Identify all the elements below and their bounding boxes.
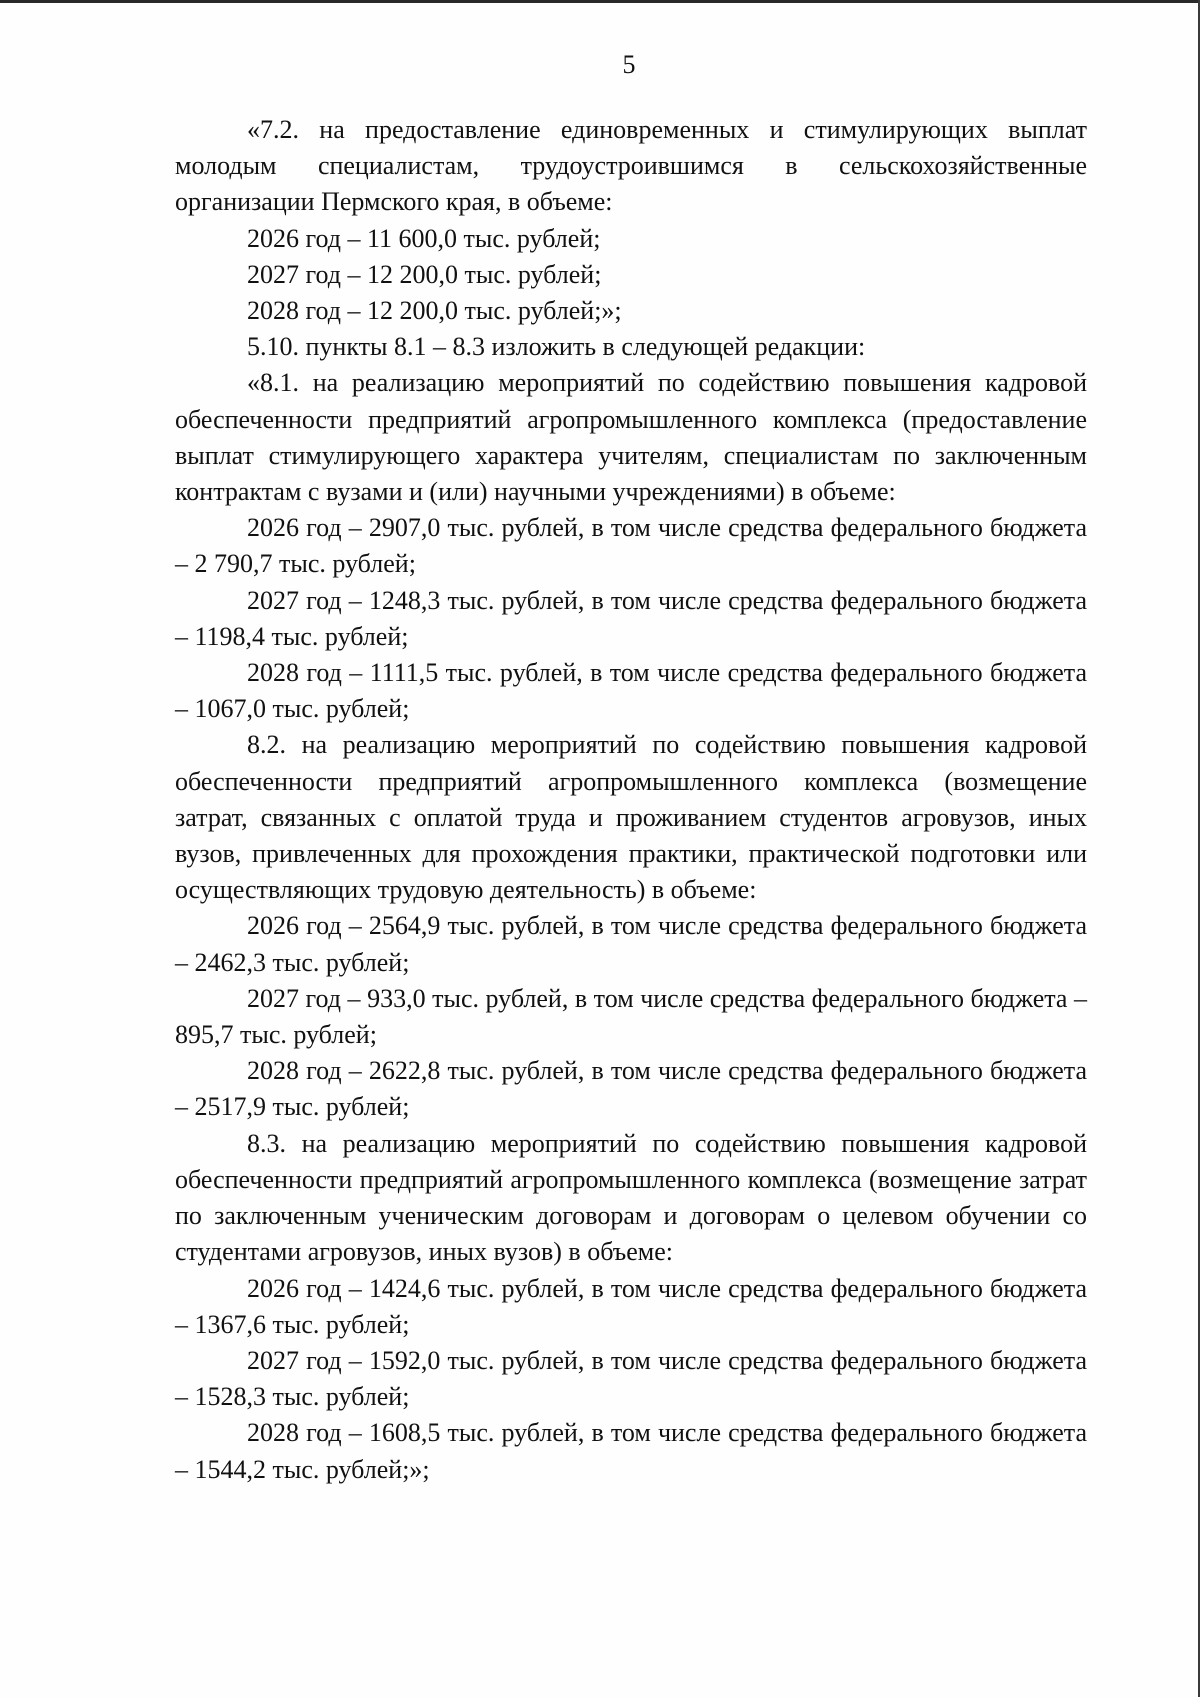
paragraph-8-3-year-2028: 2028 год – 1608,5 тыс. рублей, в том числе средства федерального бюджета – 1544,2 тыс. рублей;»; [175,1418,1087,1484]
paragraph-7-2-year-2027: 2027 год – 12 200,0 тыс. рублей; [247,259,602,289]
page-number: 5 [622,50,636,79]
paragraph-8-2: 8.2. на реализацию мероприятий по содействию повышения кадровой обеспеченности предприятий агропромышленного комплекса (возмещение затрат, связанных с оплатой труда и проживанием студентов агровузов, иных вузов, привлеченных для прохождения практики, практической подготовки или осуществляющих трудовую деятельность) в объеме: [175,730,1087,905]
scan-edge-top [0,0,1200,3]
paragraph-8-2-year-2026: 2026 год – 2564,9 тыс. рублей, в том числе средства федерального бюджета – 2462,3 тыс. рублей; [175,911,1087,977]
paragraph-8-2-year-2027: 2027 год – 933,0 тыс. рублей, в том числе средства федерального бюджета – 895,7 тыс. рублей; [175,983,1087,1050]
paragraph-8-3: 8.3. на реализацию мероприятий по содействию повышения кадровой обеспеченности предприятий агропромышленного комплекса (возмещение затрат по заключенным ученическим договорам и договорам о целевом обучении со студентами агровузов, иных вузов) в объеме: [175,1128,1087,1267]
paragraph-8-1-year-2026: 2026 год – 2907,0 тыс. рублей, в том числе средства федерального бюджета – 2 790,7 тыс. рублей; [175,513,1087,579]
paragraph-7-2: «7.2. на предоставление единовременных и стимулирующих выплат молодым специалистам, трудоустроившимся в сельскохозяйственные организации Пермского края, в объеме: [175,115,1087,217]
paragraph-5-10: 5.10. пункты 8.1 – 8.3 изложить в следующей редакции: [247,332,866,362]
paragraph-8-1: «8.1. на реализацию мероприятий по содействию повышения кадровой обеспеченности предприятий агропромышленного комплекса (предоставление выплат стимулирующего характера учителям, специалистам по заключенным контрактам с вузами и (или) научными учреждениями) в объеме: [175,368,1087,507]
paragraph-8-1-year-2027: 2027 год – 1248,3 тыс. рублей, в том числе средства федерального бюджета – 1198,4 тыс. рублей; [175,585,1087,651]
paragraph-7-2-year-2028: 2028 год – 12 200,0 тыс. рублей;»; [247,296,622,326]
paragraph-8-3-year-2027: 2027 год – 1592,0 тыс. рублей, в том числе средства федерального бюджета – 1528,3 тыс. рублей; [175,1345,1087,1412]
paragraph-8-3-year-2026: 2026 год – 1424,6 тыс. рублей, в том числе средства федерального бюджета – 1367,6 тыс. рублей; [175,1273,1087,1339]
paragraph-8-1-year-2028: 2028 год – 1111,5 тыс. рублей, в том числе средства федерального бюджета – 1067,0 тыс. рублей; [175,658,1087,724]
paragraph-8-2-year-2028: 2028 год – 2622,8 тыс. рублей, в том числе средства федерального бюджета – 2517,9 тыс. рублей; [175,1056,1087,1122]
document-body [175,112,1087,1488]
paragraph-7-2-year-2026: 2026 год – 11 600,0 тыс. рублей; [247,223,601,253]
